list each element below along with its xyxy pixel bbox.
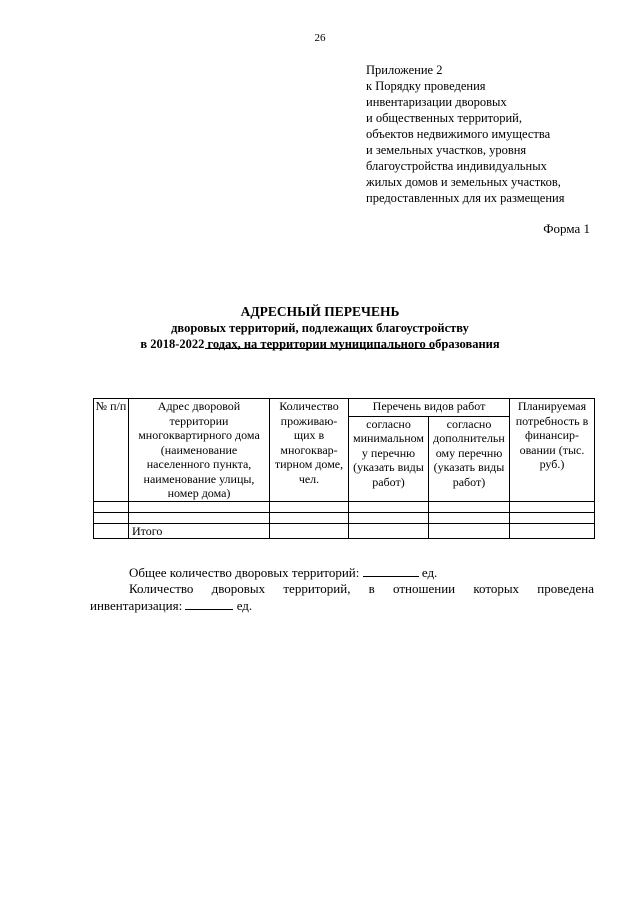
appendix-line: и общественных территорий,	[366, 111, 522, 125]
form-label: Форма 1	[543, 221, 590, 236]
appendix-line: и земельных участков, уровня	[366, 143, 527, 157]
header-number: № п/п	[94, 399, 129, 502]
total-label: Итого	[129, 523, 270, 539]
title-main: АДРЕСНЫЙ ПЕРЕЧЕНЬ	[240, 304, 400, 319]
appendix-line: Приложение 2	[366, 63, 443, 77]
table-row	[94, 512, 595, 523]
header-residents: Количество проживаю-щих в многоквар-тирном доме, чел.	[270, 399, 349, 502]
title-line-2: дворовых территорий, подлежащих благоустройству	[171, 321, 469, 335]
municipality-blank-line	[205, 348, 435, 349]
appendix-line: инвентаризации дворовых	[366, 95, 507, 109]
header-address: Адрес дворовой территории многоквартирного дома (наименование населенного пункта, наименование улицы, номер дома)	[129, 399, 270, 502]
appendix-reference	[366, 62, 565, 206]
table-row	[94, 501, 595, 512]
header-works: Перечень видов работ	[349, 399, 510, 417]
address-list-table	[93, 398, 595, 539]
page-number: 26	[314, 32, 326, 44]
summary-inventoried-line: инвентаризация: ед.	[90, 598, 253, 613]
header-works-additional: согласно дополнительн ому перечню (указать виды работ)	[429, 416, 510, 501]
blank-field	[185, 598, 233, 610]
summary-total-count: Общее количество дворовых территорий: ед.	[129, 565, 438, 580]
appendix-line: предоставленных для их размещения	[366, 191, 565, 205]
appendix-line: к Порядку проведения	[366, 79, 486, 93]
document-title	[0, 303, 640, 352]
appendix-line: объектов недвижимого имущества	[366, 127, 551, 141]
appendix-line: благоустройства индивидуальных	[366, 159, 547, 173]
blank-field	[363, 565, 419, 577]
appendix-line: жилых домов и земельных участков,	[366, 175, 561, 189]
summary-inventoried-count: Количество дворовых территорий, в отношении которых проведена	[129, 581, 594, 596]
header-works-minimal: согласно минимальном у перечню (указать виды работ)	[349, 416, 429, 501]
header-planned-funding: Планируемая потребность в финансир-овании (тыс. руб.)	[510, 399, 595, 502]
title-line-3: в 2018-2022 годах, на территории муниципального образования	[140, 337, 500, 351]
table-total-row	[94, 523, 595, 539]
